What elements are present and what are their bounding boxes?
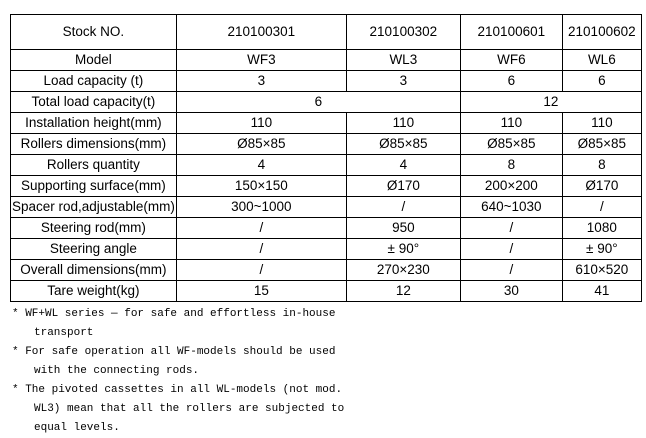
value-cell: 30 [460,281,562,302]
value-cell: 4 [176,155,346,176]
value-cell: WF6 [460,50,562,71]
footnote [12,305,344,343]
value-cell: 610×520 [562,260,641,281]
value-cell: ± 90° [346,239,460,260]
value-cell: 6 [460,71,562,92]
row-label-cell: Model [11,50,177,71]
value-cell: 6 [176,92,460,113]
value-cell: ± 90° [562,239,641,260]
value-cell: Ø85×85 [176,134,346,155]
table-row [11,71,642,92]
value-cell: 15 [176,281,346,302]
value-cell: WF3 [176,50,346,71]
value-cell: 150×150 [176,176,346,197]
table-row [11,218,642,239]
table-row [11,155,642,176]
row-label-cell: Tare weight(kg) [11,281,177,302]
value-cell: 12 [346,281,460,302]
value-cell: 6 [562,71,641,92]
value-cell: 4 [346,155,460,176]
value-cell: 210100601 [460,15,562,50]
value-cell: / [176,239,346,260]
spec-table-body [11,15,642,302]
value-cell: / [460,239,562,260]
value-cell: / [346,197,460,218]
table-row [11,50,642,71]
footnote-line: transport [34,327,94,339]
footnote-line: * WF+WL series — for safe and effortless in-house [12,308,336,320]
value-cell: 950 [346,218,460,239]
value-cell: Ø85×85 [346,134,460,155]
footnote-line: equal levels. [34,422,120,434]
value-cell: WL3 [346,50,460,71]
value-cell: 210100602 [562,15,641,50]
value-cell: 300~1000 [176,197,346,218]
footnote [12,343,344,381]
value-cell: 210100301 [176,15,346,50]
value-cell: Ø170 [562,176,641,197]
footnote-line: with the connecting rods. [34,365,200,377]
value-cell: 12 [460,92,641,113]
value-cell: 8 [460,155,562,176]
row-label-cell: Total load capacity(t) [11,92,177,113]
value-cell: 110 [562,113,641,134]
value-cell: Ø170 [346,176,460,197]
row-label-cell: Spacer rod,adjustable(mm) [11,197,177,218]
row-label-cell: Steering rod(mm) [11,218,177,239]
table-row [11,239,642,260]
table-row [11,260,642,281]
value-cell: 210100302 [346,15,460,50]
row-label-cell: Rollers dimensions(mm) [11,134,177,155]
value-cell: / [176,260,346,281]
table-row [11,281,642,302]
row-label-cell: Supporting surface(mm) [11,176,177,197]
table-row [11,113,642,134]
value-cell: 640~1030 [460,197,562,218]
table-row [11,15,642,50]
value-cell: 110 [176,113,346,134]
row-label-cell: Installation height(mm) [11,113,177,134]
footnotes [12,305,344,438]
value-cell: WL6 [562,50,641,71]
spec-table [10,14,642,302]
footnote-line: * The pivoted cassettes in all WL-models (not mod. [12,384,343,396]
value-cell: 3 [176,71,346,92]
row-label-cell: Steering angle [11,239,177,260]
value-cell: 8 [562,155,641,176]
value-cell: 3 [346,71,460,92]
value-cell: 110 [346,113,460,134]
table-row [11,197,642,218]
row-label-cell: Rollers quantity [11,155,177,176]
table-row [11,92,642,113]
value-cell: / [460,260,562,281]
value-cell: / [460,218,562,239]
value-cell: 1080 [562,218,641,239]
value-cell: 200×200 [460,176,562,197]
table-row [11,176,642,197]
value-cell: 41 [562,281,641,302]
row-label-cell: Load capacity (t) [11,71,177,92]
value-cell: 110 [460,113,562,134]
table-row [11,134,642,155]
value-cell: / [176,218,346,239]
row-label-cell: Stock NO. [11,15,177,50]
value-cell: 270×230 [346,260,460,281]
row-label-cell: Overall dimensions(mm) [11,260,177,281]
value-cell: / [562,197,641,218]
footnote-line: WL3) mean that all the rollers are subjected to [34,403,345,415]
footnote-line: * For safe operation all WF-models should be used [12,346,336,358]
footnote [12,381,344,438]
value-cell: Ø85×85 [460,134,562,155]
value-cell: Ø85×85 [562,134,641,155]
